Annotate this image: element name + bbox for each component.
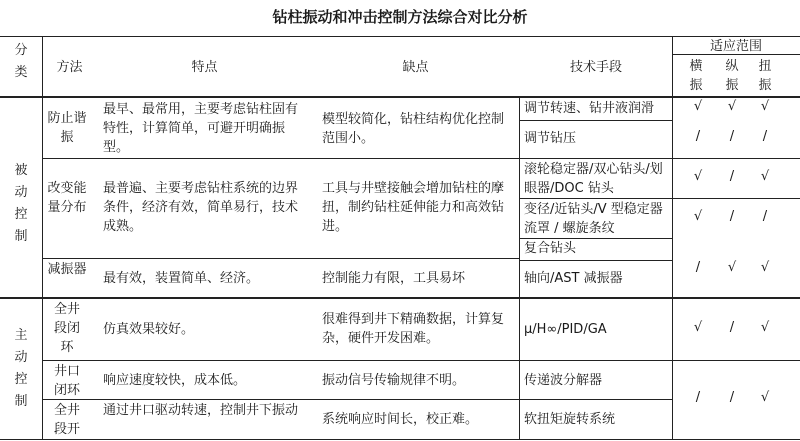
scope-mark: /	[729, 320, 735, 335]
means-rule-1	[519, 120, 673, 121]
method-features: 响应速度较快，成本低。	[103, 373, 247, 388]
row-rule-3	[42, 360, 800, 361]
col-rule-means	[519, 97, 520, 439]
scope-mark: /	[762, 209, 768, 224]
method-drawbacks: 控制能力有限，工具易坏	[322, 271, 466, 286]
col-rule-scope	[672, 36, 673, 439]
scope-mark: /	[729, 129, 735, 144]
method-name: 减振器	[47, 262, 87, 277]
scope-mark: /	[729, 169, 735, 184]
scope-mark: √	[693, 99, 703, 114]
method-name: 防止谐振	[47, 111, 87, 145]
header-bottom-rule	[0, 96, 800, 98]
method-features: 最普遍、主要考虑钻柱系统的边界条件，经济有效，简单易行，技术成熟。	[103, 181, 299, 234]
method-name: 井口闭环	[53, 364, 80, 398]
group-label-passive: 被动控制	[14, 163, 28, 244]
scope-mark: √	[760, 390, 770, 405]
header-drawbacks: 缺点	[402, 60, 429, 75]
method-drawbacks: 系统响应时间长，校正难。	[322, 412, 479, 427]
group-label-active: 主动控制	[14, 328, 28, 409]
scope-mark: √	[693, 209, 703, 224]
means-text: 轴向/AST 减振器	[524, 271, 623, 286]
means-text: 传递波分解器	[524, 373, 603, 388]
scope-mark: /	[729, 390, 735, 405]
scope-mark: √	[727, 260, 737, 275]
means-rule-2	[519, 198, 800, 199]
scope-mark: √	[760, 260, 770, 275]
header-category: 分类	[14, 43, 28, 80]
means-text: μ/H∞/PID/GA	[524, 322, 607, 337]
method-name: 全井段闭环	[53, 302, 80, 355]
scope-mark: √	[727, 99, 737, 114]
scope-mark: /	[762, 129, 768, 144]
col-rule-category	[42, 36, 43, 439]
means-text: 调节钻压	[524, 131, 577, 146]
table-bottom-rule	[0, 439, 800, 440]
method-drawbacks: 很难得到井下精确数据，计算复杂，硬件开发困难。	[322, 312, 505, 346]
method-drawbacks: 工具与井壁接触会增加钻柱的摩扭，制约钻柱延伸能力和高效钻进。	[322, 181, 505, 234]
group-divider-rule	[0, 297, 800, 299]
scope-mark: /	[695, 129, 701, 144]
method-features: 最早、最常用，主要考虑钻柱固有特性，计算简单，可避开明确振型。	[103, 102, 299, 155]
scope-mark: √	[760, 99, 770, 114]
method-drawbacks: 模型较简化，钻柱结构优化控制范围小。	[322, 112, 505, 146]
method-name: 全井段开	[53, 403, 80, 437]
means-rule-4	[519, 260, 673, 261]
header-method: 方法	[56, 60, 83, 75]
scope-mark: √	[760, 169, 770, 184]
method-features: 仿真效果较好。	[103, 322, 195, 337]
means-text: 调节转速、钻井液润滑	[524, 101, 655, 116]
header-means: 技术手段	[569, 60, 622, 75]
means-text: 变径/近钻头/V 型稳定器流罩 / 螺旋条纹	[524, 202, 663, 236]
header-scope-axial: 纵振	[725, 59, 739, 93]
method-drawbacks: 振动信号传输规律不明。	[322, 373, 466, 388]
method-features: 最有效，装置简单、经济。	[103, 271, 260, 286]
scope-mark: √	[760, 320, 770, 335]
scope-mark: √	[693, 320, 703, 335]
table-title: 钻柱振动和冲击控制方法综合对比分析	[272, 8, 528, 26]
header-scope-lateral: 横振	[689, 59, 703, 93]
method-features: 通过井口驱动转速，控制井下振动	[103, 403, 299, 418]
row-rule-4	[42, 399, 673, 400]
means-text: 软扭矩旋转系统	[524, 412, 616, 427]
header-scope-torsional: 扭振	[758, 59, 772, 93]
scope-mark: /	[695, 390, 701, 405]
scope-mark: /	[695, 260, 701, 275]
means-text: 滚轮稳定器/双心钻头/划眼器/DOC 钻头	[524, 162, 663, 196]
method-name: 改变能量分布	[47, 181, 87, 215]
row-rule-1	[42, 158, 800, 159]
row-rule-2	[42, 258, 519, 259]
scope-mark: /	[729, 209, 735, 224]
means-text: 复合钻头	[524, 241, 577, 256]
scope-mark: √	[693, 169, 703, 184]
header-scope: 适应范围	[709, 39, 762, 54]
header-features: 特点	[191, 60, 218, 75]
